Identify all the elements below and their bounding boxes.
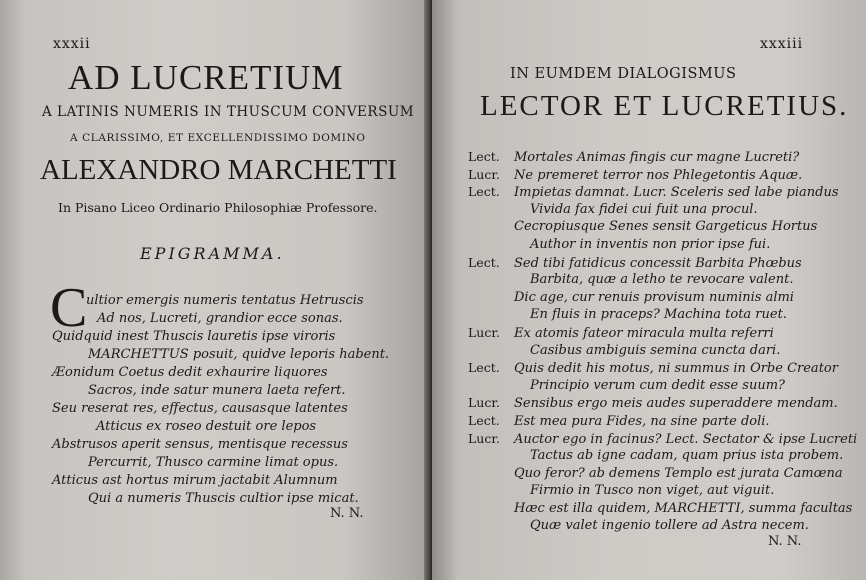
dialogue-text: Barbita, quæ a letho te revocare valent. (530, 272, 794, 288)
author-role: In Pisano Liceo Ordinario Philosophiæ Professore. (58, 200, 378, 215)
section-heading: IN EUMDEM DIALOGISMUS (510, 66, 737, 82)
right-page (432, 0, 866, 580)
dialogue-line (468, 394, 860, 412)
dialogue-line (468, 517, 860, 535)
dialogue-line (468, 201, 860, 219)
speaker-label: Lect. (468, 149, 500, 164)
page-title: LECTOR ET LUCRETIUS. (480, 90, 849, 122)
dialogue-line (468, 289, 860, 307)
verse-line: Seu reserat res, effectus, causasque latentes (52, 401, 348, 416)
dialogue-line (468, 183, 860, 201)
subtitle: A LATINIS NUMERIS IN THUSCUM CONVERSUM (42, 104, 415, 120)
dialogue (468, 148, 860, 535)
verse-line: Ad nos, Lucreti, grandior ecce sonas. (97, 311, 343, 326)
dialogue-text: Vivida fax fidei cui fuit una procul. (530, 201, 758, 217)
dialogue-text: Casibus ambiguis semina cuncta dari. (530, 342, 781, 358)
dialogue-text: Dic age, cur renuis provisum numinis almi (514, 289, 794, 305)
dialogue-line (468, 324, 860, 342)
page-number: xxxiii (760, 36, 804, 52)
dialogue-text: Author in inventis non prior ipse fui. (530, 236, 771, 252)
dialogue-text: Ex atomis fateor miracula multa referri (514, 325, 774, 341)
verse-line: Qui a numeris Thuscis cultior ipse micat. (88, 491, 359, 506)
dialogue-text: En fluis in praceps? Machina tota ruet. (530, 307, 787, 323)
author-name: ALEXANDRO MARCHETTI (40, 154, 397, 186)
dialogue-text: Cecropiusque Senes sensit Gargeticus Hortus (514, 219, 818, 235)
dialogue-line (468, 236, 860, 254)
verse-line: Æonidum Coetus dedit exhaurire liquores (52, 365, 328, 380)
dialogue-text: Hæc est illa quidem, MARCHETTI, summa facultas (514, 500, 853, 516)
dialogue-text: Sed tibi fatidicus concessit Barbita Phœbus (514, 255, 802, 271)
verse-line: MARCHETTUS posuit, quidve leporis habent. (88, 347, 390, 362)
page-number: xxxii (53, 36, 91, 52)
verse-line: Atticus ex roseo destuit ore lepos (96, 419, 317, 434)
dialogue-line (468, 465, 860, 483)
drop-cap: C (50, 277, 88, 339)
dialogue-line (468, 148, 860, 166)
page-title: AD LUCRETIUM (68, 58, 344, 97)
speaker-label: Lect. (468, 412, 500, 428)
dialogue-line (468, 254, 860, 272)
dialogue-line (468, 218, 860, 236)
dialogue-text: Principio verum cum dedit esse suum? (530, 377, 785, 393)
dialogue-line (468, 430, 860, 448)
dialogue-line (468, 377, 860, 395)
dialogue-line (468, 359, 860, 377)
verse-line: Quidquid inest Thuscis lauretis ipse viroris (52, 329, 336, 344)
dialogue-text: Sensibus ergo meis audes superaddere mendam. (514, 396, 838, 412)
dialogue-text: Quæ valet ingenio tollere ad Astra necem. (530, 518, 809, 534)
dialogue-line (468, 271, 860, 289)
verse-line: ultior emergis numeris tentatus Hetruscis (86, 293, 364, 308)
dialogue-line (468, 412, 860, 430)
speaker-label: Lect. (468, 184, 500, 200)
dialogue-text: Impietas damnat. Lucr. Sceleris sed labe piandus (514, 185, 839, 201)
section-heading: EPIGRAMMA. (140, 244, 285, 263)
verse-line: Sacros, inde satur munera laeta refert. (88, 383, 346, 398)
speaker-label: Lect. (468, 360, 500, 376)
signature: N. N. (330, 506, 364, 521)
dialogue-text: Ne premeret terror nos Phlegetontis Aquæ. (514, 167, 803, 183)
verse-line: Atticus ast hortus mirum jactabit Alumnum (52, 473, 338, 488)
dialogue-line (468, 482, 860, 500)
dialogue-line (468, 342, 860, 360)
speaker-label: Lucr. (468, 430, 500, 446)
dedication-line: A CLARISSIMO, ET EXCELLENDISSIMO DOMINO (70, 132, 366, 144)
dialogue-line (468, 306, 860, 324)
dialogue-text: Firmio in Tusco non viget, aut viguit. (530, 483, 775, 499)
dialogue-text: Mortales Animas fingis cur magne Lucreti? (514, 150, 800, 165)
speaker-label: Lect. (468, 254, 500, 270)
signature: N. N. (768, 534, 802, 549)
speaker-label: Lucr. (468, 166, 500, 182)
dialogue-text: Tactus ab igne cadam, quam prius ista probem. (530, 448, 844, 464)
dialogue-text: Est mea pura Fides, na sine parte doli. (514, 413, 770, 429)
verse-line: Percurrit, Thusco carmine limat opus. (88, 455, 339, 470)
left-page (0, 0, 430, 580)
dialogue-line (468, 500, 860, 518)
dialogue-line (468, 166, 860, 184)
dialogue-text: Quis dedit his motus, ni summus in Orbe Creator (514, 361, 838, 377)
speaker-label: Lucr. (468, 395, 500, 411)
dialogue-text: Quo feror? ab demens Templo est jurata Camœna (514, 465, 843, 481)
speaker-label: Lucr. (468, 324, 500, 340)
dialogue-text: Auctor ego in facinus? Lect. Sectator & ipse Lucreti (514, 431, 858, 447)
dialogue-line (468, 447, 860, 465)
verse-line: Abstrusos aperit sensus, mentisque recessus (52, 437, 348, 452)
